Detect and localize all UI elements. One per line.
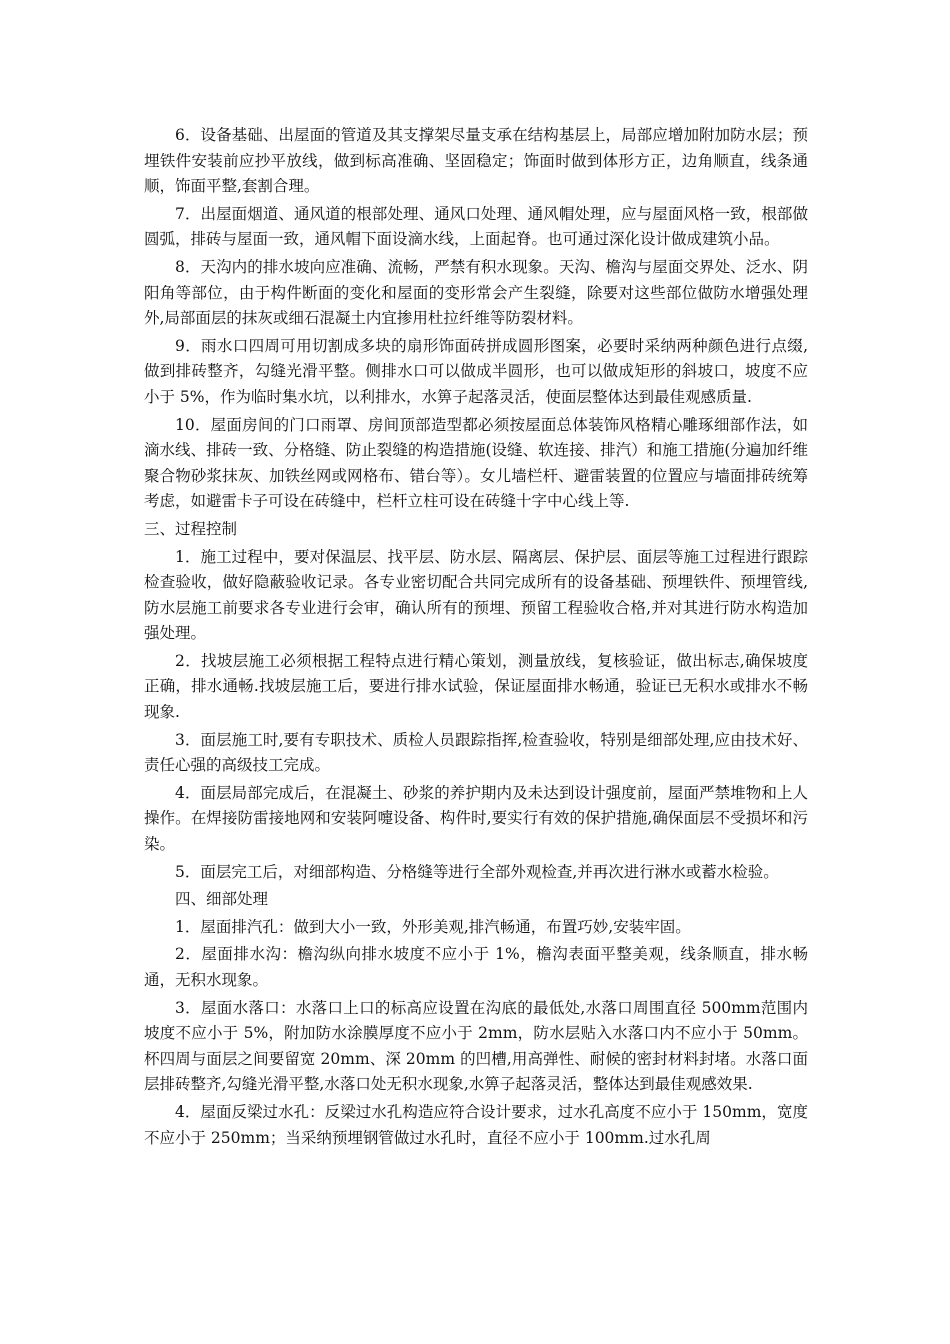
section-heading-detail-treatment: 四、细部处理 [175,890,269,909]
paragraph-detail-3: 3．屋面水落口：水落口上口的标高应设置在沟底的最低处,水落口周围直径 500mm范围内坡度不应小于 5%，附加防水涂膜厚度不应小于 2mm，防水层贴入水落口内不应小于 50mm。杯四周与面层之间要留宽 20mm、深 20mm 的凹槽,用高弹性、耐候的密封材料封堵。水落口面层排砖整齐,勾缝光滑平整,水落口处无积水现象,水箅子起落灵活，整体达到最佳观感效果. [144,998,808,1094]
paragraph-detail-1: 1．屋面排汽孔：做到大小一致，外形美观,排汽畅通，布置巧妙,安装牢固。 [175,917,691,936]
paragraph-detail-4: 4．屋面反梁过水孔：反梁过水孔构造应符合设计要求，过水孔高度不应小于 150mm，宽度不应小于 250mm；当采纳预埋钢管做过水孔时，直径不应小于 100mm.过水孔周 [144,1102,808,1147]
paragraph-process-2: 2．找坡层施工必须根据工程特点进行精心策划，测量放线，复核验证，做出标志,确保坡度正确，排水通畅.找坡层施工后，要进行排水试验，保证屋面排水畅通，验证已无积水或排水不畅现象. [144,651,808,722]
paragraph-item-9: 9．雨水口四周可用切割成多块的扇形饰面砖拼成圆形图案，必要时采纳两种颜色进行点缀,做到排砖整齐，勾缝光滑平整。侧排水口可以做成半圆形，也可以做成矩形的斜坡口，坡度不应小于 5%，作为临时集水坑，以利排水，水箅子起落灵活，使面层整体达到最佳观感质量. [144,336,808,406]
paragraph-process-3: 3．面层施工时,要有专职技术、质检人员跟踪指挥,检查验收，特别是细部处理,应由技术好、责任心强的高级技工完成。 [144,730,808,775]
paragraph-process-4: 4．面层局部完成后，在混凝土、砂浆的养护期内及未达到设计强度前，屋面严禁堆物和上人操作。在焊接防雷接地网和安装阿嚏设备、构件时,要实行有效的保护措施,确保面层不受损坏和污染。 [144,783,808,854]
document-body [144,123,808,1153]
section-heading-process-control: 三、过程控制 [144,519,238,538]
paragraph-item-8: 8．天沟内的排水坡向应准确、流畅，严禁有积水现象。天沟、檐沟与屋面交界处、泛水、阴阳角等部位，由于构件断面的变化和屋面的变形常会产生裂缝，除要对这些部位做防水增强处理外,局部面层的抹灰或细石混凝土内宜掺用杜拉纤维等防裂材料。 [144,257,808,328]
paragraph-item-10: 10．屋面房间的门口雨罩、房间顶部造型都必须按屋面总体装饰风格精心雕琢细部作法，如滴水线、排砖一致、分格缝、防止裂缝的构造措施(设缝、软连接、排汽）和施工措施(分遍加纤维聚合物砂浆抹灰、加铁丝网或网格布、错台等）。女儿墙栏杆、避雷装置的位置应与墙面排砖统筹考虑，如避雷卡子可设在砖缝中，栏杆立柱可设在砖缝十字中心线上等. [144,415,808,511]
paragraph-process-5: 5．面层完工后，对细部构造、分格缝等进行全部外观检查,并再次进行淋水或蓄水检验。 [175,862,779,881]
paragraph-process-1: 1．施工过程中，要对保温层、找平层、防水层、隔离层、保护层、面层等施工过程进行跟踪检查验收，做好隐蔽验收记录。各专业密切配合共同完成所有的设备基础、预埋铁件、预埋管线,防水层施工前要求各专业进行会审，确认所有的预埋、预留工程验收合格,并对其进行防水构造加强处理。 [144,547,808,643]
paragraph-item-6: 6．设备基础、出屋面的管道及其支撑架尽量支承在结构基层上，局部应增加附加防水层；预埋铁件安装前应抄平放线，做到标高准确、坚固稳定；饰面时做到体形方正，边角顺直，线条通顺，饰面平整,套割合理。 [144,126,808,196]
paragraph-detail-2: 2．屋面排水沟：檐沟纵向排水坡度不应小于 1%，檐沟表面平整美观，线条顺直，排水畅通，无积水现象。 [144,945,808,989]
paragraph-item-7: 7．出屋面烟道、通风道的根部处理、通风口处理、通风帽处理，应与屋面风格一致，根部做圆弧，排砖与屋面一致，通风帽下面设滴水线，上面起脊。也可通过深化设计做成建筑小品。 [144,204,808,249]
